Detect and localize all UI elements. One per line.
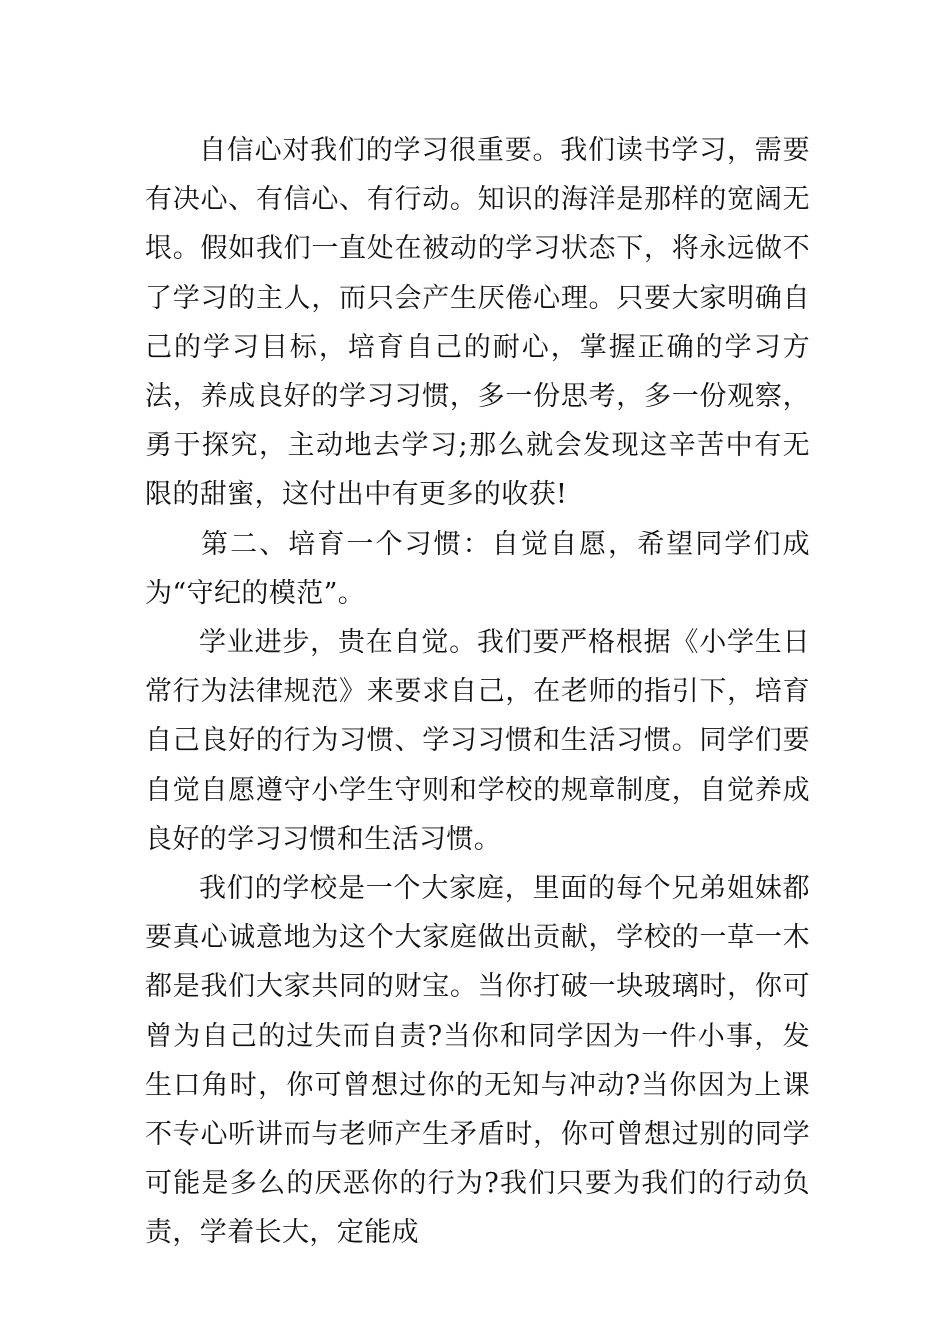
document-body (145, 126, 810, 1258)
section-heading-habit: 第二、培育一个习惯：自觉自愿，希望同学们成为“守纪的模范”。 (145, 528, 810, 609)
paragraph-confidence: 自信心对我们的学习很重要。我们读书学习，需要有决心、有信心、有行动。知识的海洋是那样的宽阔无垠。假如我们一直处在被动的学习状态下，将永远做不了学习的主人，而只会产生厌倦心理。只要大家明确自己的学习目标，培育自己的耐心，掌握正确的学习方法，养成良好的学习习惯，多一份思考，多一份观察，勇于探究，主动地去学习;那么就会发现这辛苦中有无限的甜蜜，这付出中有更多的收获! (145, 135, 810, 511)
paragraph-self-discipline: 学业进步，贵在自觉。我们要严格根据《小学生日常行为法律规范》来要求自己，在老师的指引下，培育自己良好的行为习惯、学习习惯和生活习惯。同学们要自觉自愿遵守小学生守则和学校的规章制度，自觉养成良好的学习习惯和生活习惯。 (145, 627, 810, 855)
paragraph-school-family: 我们的学校是一个大家庭，里面的每个兄弟姐妹都要真心诚意地为这个大家庭做出贡献，学校的一草一木都是我们大家共同的财宝。当你打破一块玻璃时，你可曾为自己的过失而自责?当你和同学因为一件小事，发生口角时，你可曾想过你的无知与冲动?当你因为上课不专心听讲而与老师产生矛盾时，你可曾想过别的同学可能是多么的厌恶你的行为?我们只要为我们的行动负责，学着长大，定能成 (145, 873, 810, 1249)
